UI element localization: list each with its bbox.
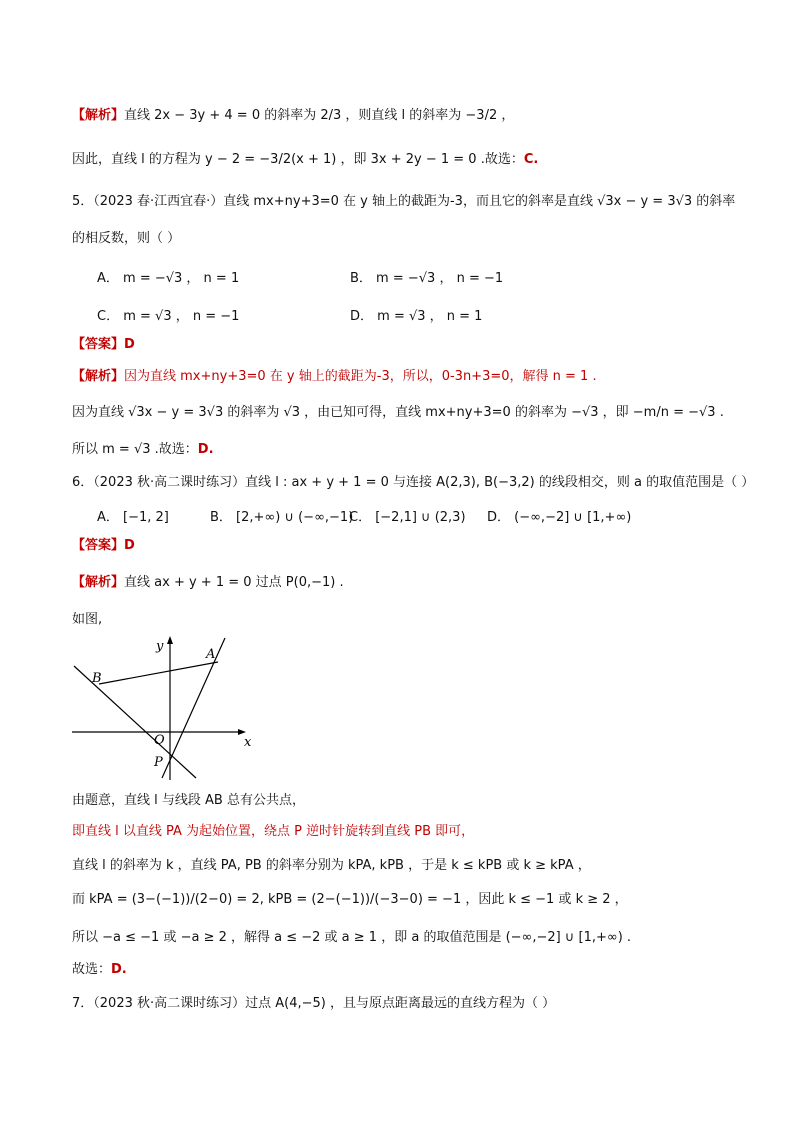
q6-analysis-7: [72, 961, 127, 979]
line-pa: [162, 638, 225, 778]
figure-intro: 如图,: [72, 612, 103, 627]
answer-tag: 【答案】: [72, 337, 125, 352]
q6-analysis-1: [72, 574, 344, 592]
answer-choice: D.: [197, 442, 214, 457]
analysis-text: 所以 m = √3 .故选：: [72, 442, 198, 457]
label-x: x: [244, 735, 252, 750]
segment-ab: [99, 662, 218, 684]
q5-option-a: A． m = −√3 ， n = 1: [97, 271, 240, 286]
analysis-text: 因为直线 mx+ny+3=0 在 y 轴上的截距为-3，所以，0-3n+3=0，解得 n = 1 .: [124, 369, 597, 384]
analysis-text: 因此，直线 l 的方程为 y − 2 = −3/2(x + 1) ，即 3x + 2y − 1 = 0 .故选：: [72, 152, 524, 167]
q6-answer: [72, 537, 135, 555]
q6-analysis-2: 由题意，直线 l 与线段 AB 总有公共点，: [72, 793, 305, 808]
analysis-line-2: [72, 151, 538, 169]
q5-option-d: D． m = √3 ， n = 1: [350, 309, 483, 324]
analysis-tag: 【解析】: [72, 108, 125, 123]
label-b: B: [92, 671, 102, 686]
answer-choice: C.: [523, 152, 539, 167]
analysis-line-1: [72, 107, 514, 125]
question-6-stem: 6．（2023 秋·高二课时练习）直线 l : ax + y + 1 = 0 与连接 A(2,3), B(−3,2) 的线段相交，则 a 的取值范围是（ ）: [72, 475, 755, 490]
q5-option-b: B． m = −√3 ， n = −1: [350, 271, 504, 286]
analysis-tag: 【解析】: [72, 369, 125, 384]
q6-option-c: C． [−2,1] ∪ (2,3): [349, 510, 466, 525]
answer-value: D: [124, 538, 135, 553]
q6-option-d: D． (−∞,−2] ∪ [1,+∞): [487, 510, 632, 525]
q6-option-a: A． [−1, 2]: [97, 510, 169, 525]
label-o: O: [154, 733, 165, 748]
q6-analysis-3: 即直线 l 以直线 PA 为起始位置，绕点 P 逆时针旋转到直线 PB 即可，: [72, 824, 475, 839]
q5-analysis-2: 因为直线 √3x − y = 3√3 的斜率为 √3 ，由已知可得，直线 mx+ny+3=0 的斜率为 −√3 ，即 −m/n = −√3 .: [72, 405, 724, 420]
answer-choice: D.: [111, 962, 127, 977]
q5-option-c: C． m = √3 ， n = −1: [97, 309, 240, 324]
question-7-stem: 7．（2023 秋·高二课时练习）过点 A(4,−5) ，且与原点距离最远的直线方程为（ ）: [72, 996, 556, 1011]
q6-analysis-5: 而 kPA = (3−(−1))/(2−0) = 2, kPB = (2−(−1))/(−3−0) = −1 ，因此 k ≤ −1 或 k ≥ 2 ，: [72, 892, 628, 907]
label-y: y: [156, 639, 164, 654]
q5-analysis-1: [72, 368, 597, 386]
y-axis-arrow: [167, 636, 173, 644]
q6-analysis-4: 直线 l 的斜率为 k ，直线 PA, PB 的斜率分别为 kPA, kPB ，于是 k ≤ kPB 或 k ≥ kPA ，: [72, 858, 591, 873]
q5-analysis-3: [72, 441, 214, 459]
answer-value: D: [124, 337, 135, 352]
analysis-text: 直线 ax + y + 1 = 0 过点 P(0,−1) .: [124, 575, 344, 590]
answer-tag: 【答案】: [72, 538, 125, 553]
q6-option-b: B． [2,+∞) ∪ (−∞,−1): [210, 510, 354, 525]
question-5-stem: 5．（2023 春·江西宜春·）直线 mx+ny+3=0 在 y 轴上的截距为-3，而且它的斜率是直线 √3x − y = 3√3 的斜率: [72, 194, 736, 209]
geometry-figure: [70, 632, 270, 786]
q6-analysis-6: 所以 −a ≤ −1 或 −a ≥ 2 ，解得 a ≤ −2 或 a ≥ 1 ，即 a 的取值范围是 (−∞,−2] ∪ [1,+∞) .: [72, 930, 632, 945]
analysis-tag: 【解析】: [72, 575, 125, 590]
question-5-stem-tail: 的相反数，则（ ）: [72, 231, 181, 246]
label-p: P: [154, 755, 163, 770]
analysis-text: 直线 2x − 3y + 4 = 0 的斜率为 2/3 ，则直线 l 的斜率为 −3/2 ，: [124, 108, 515, 123]
q5-answer: [72, 336, 135, 354]
label-a: A: [206, 647, 216, 662]
analysis-text: 故选：: [72, 962, 112, 977]
